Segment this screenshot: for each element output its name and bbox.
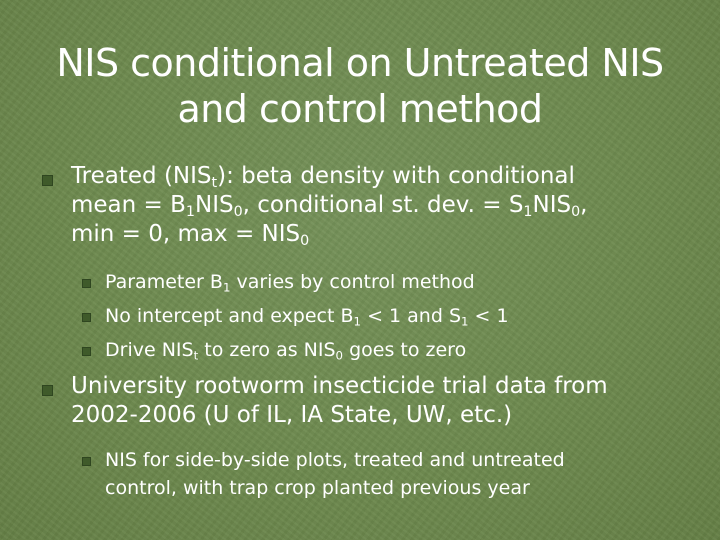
bullet-marker (42, 175, 53, 186)
slide-title (40, 40, 680, 132)
bullet-1-text: Treated $(NIS_t)$: beta density with conditional mean = $B_1NIS_0$, conditional st. dev. = $S_1NIS_0$, min = 0, $\max = NIS_0$ (71, 163, 588, 249)
sub-bullet-marker (82, 279, 91, 288)
sub-bullet-1-3-text: Drive $NIS_t$ to zero as $NIS_0$ goes to zero (105, 339, 467, 363)
sub-bullet-marker (82, 457, 91, 466)
bullet-marker (42, 385, 53, 396)
sub-bullet-marker (82, 313, 91, 322)
sub-bullet-marker (82, 347, 91, 356)
title-line-2: and control method (177, 87, 543, 131)
sub-bullet-1-1-text: Parameter $B_1$ varies by control method (105, 271, 475, 295)
sub-bullet-2-1-text: NIS for side-by-side plots, treated and untreated control, with trap crop planted previous year (105, 449, 565, 499)
sub-bullet-1-2-text: No intercept and expect $B_1 < 1$ and $S_1 < 1$ (105, 305, 509, 329)
bullet-2-text: University rootworm insecticide trial data from 2002-2006 (U of IL, IA State, UW, etc.) (71, 373, 608, 428)
title-line-1: NIS conditional on Untreated NIS (56, 41, 664, 85)
